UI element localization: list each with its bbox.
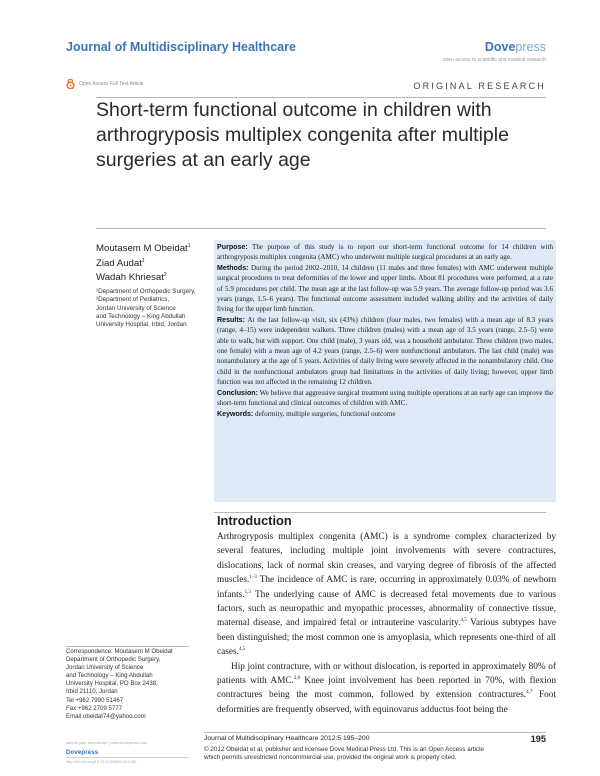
divider [66,757,189,758]
abstract-methods: Methods: During the period 2002–2010, 14 children (11 males and three females) with AMC underwent multiple surgical procedures to treat deformities of the lower and upper limbs. About 81 procedures were performed, at a rate of 5.9 procedures per child. The mean age at the last follow-up was 5.9 years. The average follow-up period was 3.6 years (range, 1.5–6 years). The functional outcome assessment included walking ability and the activities of daily living for the upper limb function. [217,263,553,314]
page-number: 195 [530,734,546,744]
submit-manuscript-link[interactable]: submit your manuscript | www.dovepress.com [66,740,148,745]
correspondence-line: Fax +962 2709 5777 [66,704,123,712]
copyright [204,746,556,762]
abstract-purpose: Purpose: The purpose of this study is to report our short-term functional outcome for 14 children with arthrogryposis multiplex congenita (AMC) who underwent multiple surgical procedures at an early age. [217,243,553,262]
affiliation-line: University Hospital, Irbid, Jordan [96,321,187,329]
footer-publisher[interactable]: Dovepress [66,749,99,756]
divider [66,646,189,647]
affiliation-line: and Technology – King Abdullah [96,312,186,320]
journal-citation: Journal of Multidisciplinary Healthcare 2012:5 195–200 [204,735,370,742]
author: Ziad Audat$^1$ [96,257,145,269]
open-access-text: Open Access Full Text Article [79,81,144,87]
abstract-conclusion: Conclusion: We believe that aggressive surgical treatment using multiple operations at an early age can improve the short-term functional and clinical outcomes of children with AMC. [217,388,553,408]
correspondence-line: Jordan University of Science [66,664,144,672]
affiliation-line: ¹Department of Orthopedic Surgery, [96,288,196,295]
title-line: Short-term functional outcome in children with [96,99,492,121]
publisher-name-bold: Dove [484,40,516,54]
correspondence-line: Department of Orthopedic Surgery, [66,656,161,664]
correspondence-line: Correspondence: Moutasem M Obeidat [66,648,173,655]
correspondence-line: and Technology – King Abdullah [66,672,153,680]
abstract-results: Results: At the last follow-up visit, six (43%) children (four males, two females) with a mean age of 8.3 years (range, 4–15) were independent walkers. Three children (males) with a mean age of 3.5 years (range, 2.5–5) were able to walk, but with support. One child (male), 3 years old, was a household ambulator. Three children (two males, one female) with a mean age of 4.2 years (range, 2.5–6) were nonfunctional ambulators. The last child (male) was nonambulatory at the age of 5 years. Activities of daily living were severely affected in the nonambulatory child. One child in the nonfunctional ambulators group had limitations in the activities of daily living; however, upper limb function was not affected in the remaining 12 children. [217,315,553,387]
affiliation-line: Jordan University of Science [96,304,176,312]
affiliation-line: ²Department of Pediatrics, [96,296,170,304]
journal-name: Journal of Multidisciplinary Healthcare [66,40,296,54]
correspondence-line: Tel +962 7990 51467 [66,696,124,704]
title-line: surgeries at an early age [96,149,311,171]
open-access-label [66,79,143,89]
correspondence-line: Irbid 21110, Jordan [66,688,118,696]
affiliations [96,288,212,329]
correspondence-email[interactable]: Email obeidat74@yahoo.com [66,712,146,720]
abstract [217,242,553,419]
author: Wadah Khriesat$^2$ [96,272,167,283]
publisher-logo[interactable] [485,40,546,54]
correspondence-line: University Hospital, PO Box 2438, [66,680,158,688]
copyright-line: © 2012 Obeidat et al, publisher and licensee Dove Medical Press Ltd. This is an Open Access article [204,746,484,753]
divider [96,228,546,229]
publisher-name-light: press [515,40,546,54]
author-list [96,242,191,286]
introduction-body [217,530,556,717]
article-section: ORIGINAL RESEARCH [413,81,546,91]
publisher-tagline: open access to scientific and medical research [442,57,546,63]
doi-link[interactable]: http://dx.doi.org/10.2147/JMDH.S31432 [66,759,137,764]
paragraph: Arthrogryposis multiplex congenita (AMC) is a syndrome complex characterized by several features, including multiple joint involvements with severe contractures, dislocations, lack of normal skin creases, and varying degree of fibrosis of the affected muscles.$^{1-3}$ The incidence of AMC is rare, occurring in approximately 0.03% of newborn infants.$^{1,3}$ The underlying cause of AMC is decreased fetal movements due to various factors, such as neuropathic and myopathic processes, abnormality of connective tissue, maternal disease, and impaired fetal or intrauterine vascularity.$^{4,5}$ Various subtypes have been distinguished; the most common one is amyoplasia, which represents one-third of all cases.$^{4,5}$ [217,532,557,658]
article-title [96,98,556,173]
paragraph: Hip joint contracture, with or without dislocation, is reported in approximately 80% of patients with AMC.$^{2,6}$ Knee joint involvement has been reported in 70%, with flexion contractures being the most common, followed by extension contractures.$^{4,7}$ Foot deformities are frequently observed, with equinovarus adductus foot being the [217,661,556,715]
abstract-keywords: Keywords: deformity, multiple surgeries, functional outcome [217,409,396,418]
open-access-lock-icon [66,79,75,89]
divider [204,732,546,733]
author: Moutasem M Obeidat$^1$ [96,243,191,254]
section-heading: Introduction [217,513,292,528]
title-line: arthrogryposis multiplex congenita after multiple [96,124,509,146]
correspondence [66,648,191,721]
copyright-line: which permits unrestricted noncommercial use, provided the original work is properly cited. [204,754,457,762]
